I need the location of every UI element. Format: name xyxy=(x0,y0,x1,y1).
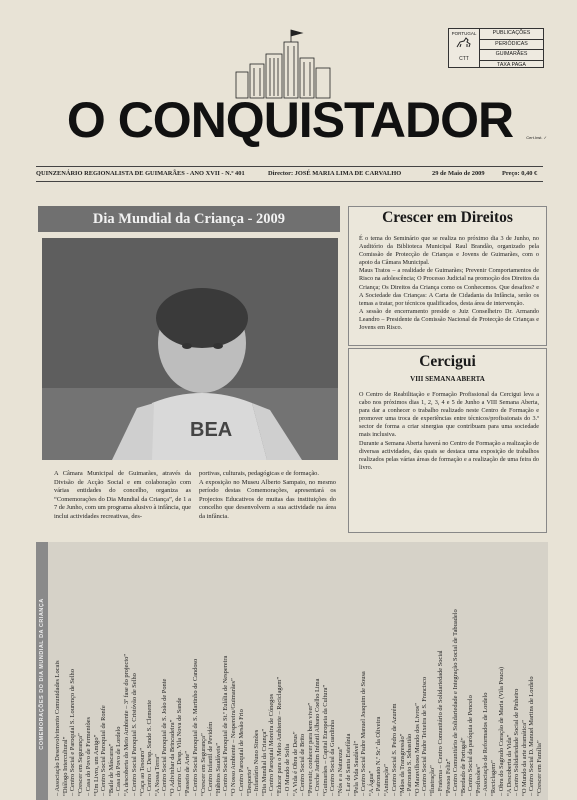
institution-entry: – Creche Jardim Infantil Albano Coelho Lima “Guimarães – Capital Europeia da Cultura” xyxy=(314,678,330,796)
institution-entry: – Centro C. Desp. Sande S. Clemente “A Nossa Terra” xyxy=(145,699,161,796)
comemoracoes-panel xyxy=(36,542,548,800)
ctt-label: CTT xyxy=(459,56,469,62)
portugal-label: PORTUGAL xyxy=(451,31,477,36)
institution-entry: – Associação de Reformados de Lordelo “Reciclagem” xyxy=(482,692,498,796)
crescer-text: É o tema do Seminário que se realiza no próximo dia 3 de Junho, no Auditório da Biblioteca Municipal Raul Brandão, organizado pela Comissão de Protecção de Crianças e Jovens de Guimarães, com o apoio da Câmara Municipal. Maus Tratos – a realidade de Guimarães; Prevenir Comportamentos de Risco na adolescência; O Processo Judicial na promoção dos Direitos da Criança; Os Direitos da Criança como os Conhecemos. Que desafios? e A Sociedade das Crianças: A Carta de Cidadania da Infância, serão os temas a tratar, por técnicos qualificados, desta área de intervenção. A sessão de encerramento preside o Juiz Conselheiro Dr. Armando Leandro – Presidente da Comissão Nacional de Protecção de Crianças e Jovens em Risco. xyxy=(359,235,539,332)
institution-entry: – Centro Paroquial de Mesão Frio “Desporto” xyxy=(237,709,253,796)
shirt-text: BEA xyxy=(190,419,233,441)
institution-entry: – Associação Desenvolvimento Comunidades Locais “Diálogo Intercultural” xyxy=(54,660,69,796)
portugal-cell xyxy=(449,29,480,67)
section-strip-label: COMEMORAÇÕES DO DIA MUNDIAL DA CRIANÇA xyxy=(39,598,45,750)
newspaper-title: O CONQUISTADOR xyxy=(66,92,514,148)
institution-entry: – Centro Social Paroquial de St.ª Eulália de Nespereira “O Nosso Ambiente – Nespereira/Guimarães” xyxy=(222,655,238,796)
institution-entry: – Centro Social Paroquial de Ronfe “Baile de Máscaras” xyxy=(99,705,115,796)
institution-entry: – Centro C. Desp. Vila Nova de Sande “Passeio de Arte” xyxy=(176,697,192,796)
section-strip xyxy=(36,542,48,800)
director-info: Director: JOSÉ MARIA LIMA DE CARVALHO xyxy=(268,170,402,177)
institution-entry: – Centro Social S. Pedro de Azurém “Mãos da Transgressão” xyxy=(390,703,406,796)
cercigui-title: Cercigui xyxy=(419,353,476,370)
caption-col-2: portivas, culturais, pedagógicas e de formação. A exposição no Museu Alberto Sampaio, no mesmo período destas Comemorações, apresentará os Projectos Educativos de muitas das instituições do concelho que desenvolvem a sua actividade na área da infância. xyxy=(199,470,336,520)
institution-entry: – Centro Social Padre Teixeira de S. Francisco “Ilustração” xyxy=(421,676,437,796)
institution-entry: – Infantário Nuno Simões “Dia Mundial da Criança” xyxy=(252,728,268,796)
institution-entry: – Centro Infantil de Pevidém “Hábitos Saudáveis” xyxy=(207,721,222,796)
institution-entry: – Patronato S. Sebastião “O Maravilhoso Mundo dos Livros” xyxy=(405,702,421,796)
child-photo xyxy=(42,238,338,460)
cercigui-text: O Centro de Reabilitação e Formação Profissional da Cercigui leva a cabo nos próximos dias 1, 2, 3, 4 e 5 de Junho a VIII Semana Aberta, para dar a conhecer o trabalho realizado neste Centro de Formação e promover uma troca de experiências entre técnicos/profissionais do 3.º sector de forma a criar sinergias que contribuam para uma sociedade mais inclusiva. Durante a Semana Aberta haverá no Centro de Formação a realização de diversas actividades, das quais se destaca uma exposição de trabalhos realizados pelas várias áreas de formação e a realização de uma feira do livro. xyxy=(359,391,539,471)
price: Preço: 0,40 € xyxy=(502,170,538,177)
issue-date: 29 de Maio de 2009 xyxy=(432,170,485,177)
institution-entry: – Centro Solidariedade Social de Pinheiro “O Mundo da arte dramática” xyxy=(513,688,528,796)
institution-entry: – Obra do Sagrado Coração de Maria (Vila Pouca) “A Descoberta da Vida” xyxy=(497,666,513,796)
child-photo-illustration xyxy=(42,238,338,460)
postage-line: TAXA PAGA xyxy=(497,61,526,68)
info-bar xyxy=(36,166,543,182)
postage-box xyxy=(448,28,544,68)
institution-entry: – Centro Comunitário de Solidariedade e Integração Social de Tabuadelo “Bordado de Portugal” xyxy=(451,609,467,796)
institution-entry: – Fraterna – Centro Comunitário de Solidariedade Social “Pessoa Feliz” xyxy=(436,650,452,796)
caption-columns xyxy=(54,470,336,530)
institution-entry: – Centro Social e Paroquial S. Lourenço de Selho “Crescer em Segurança” xyxy=(69,669,85,796)
institution-entry: – Centro Social Paroquial de S. João de Ponte “O Adivinhar da Brincadeira” xyxy=(161,678,177,796)
certification-mark: Cert.Inst. ✓ xyxy=(526,135,547,140)
postage-line: GUIMARÃES xyxy=(480,50,543,61)
institution-entry: – Centro Social D. Manuel Martins de Lordelo “Crescer em Família” xyxy=(528,676,544,796)
article-banner: Dia Mundial da Criança - 2009 xyxy=(38,206,340,232)
postage-line: PERIÓDICAS xyxy=(480,40,543,51)
institution-entry: – Patronato N.ª Sr.ª da Oliveira “Animação” xyxy=(375,716,391,796)
institution-entry: – Centro Social Paroquial de S. Martinho de Candoso “Crescer em Segurança” xyxy=(191,658,207,796)
caption-col-1: A Câmara Municipal de Guimarães, através da Divisão de Acção Social e em colaboração com várias entidades do concelho, organiza as “Comemorações do Dia Mundial da Criança”, de 1 a 7 de Junho, com um programa alusivo à infância, que inclui actividades recreativas, des- xyxy=(54,470,191,520)
postage-line: PUBLICAÇÕES xyxy=(480,29,543,40)
institution-entry: – Centro Social Padre Manuel Joaquim de Sousa “A Água” xyxy=(360,671,375,796)
crescer-title: Crescer em Direitos xyxy=(382,209,513,226)
institution-entry: – O Mundo de Sofia “A Vida é Obra de Deus” xyxy=(283,731,299,796)
postage-lines xyxy=(480,29,543,67)
institution-entry: – Centro Social da paróquia de Pencelo “Profissões” xyxy=(467,695,483,796)
horse-rider-icon xyxy=(455,36,473,50)
cercigui-article xyxy=(348,348,547,533)
institution-entry: – Centro Social da Guardinha “Nós e a Natureza” xyxy=(329,720,345,796)
institution-entry: – Centro Social de Brito “Prevenir, conhecer para bem viver” xyxy=(298,702,314,796)
crescer-article xyxy=(348,206,547,346)
institution-entry: – Centro Social Paroquial S. Cristóvão de Selho “Caça ao Tesouro” xyxy=(130,673,146,796)
institution-entry: – Casa do Povo de Fermentões “Um Livro, um Amigo” xyxy=(84,717,100,796)
publication-info: QUINZENÁRIO REGIONALISTA DE GUIMARÃES - ANO XVII - N.º 401 xyxy=(36,170,245,177)
institution-entry: – Lar de Santa Estefânia “Pela Vida Saudável” xyxy=(344,733,360,796)
cercigui-subtitle: VIII SEMANA ABERTA xyxy=(410,375,485,383)
institution-entry: – Centro Paroquial Moreira de Cónegos “Educar para o Meio Ambiente – Reciclagem” xyxy=(268,676,284,796)
institution-entry: – Casa do Povo de Lordelo “A descoberta do Meio Ambiente – 3ª fase do projecto” xyxy=(115,653,131,796)
